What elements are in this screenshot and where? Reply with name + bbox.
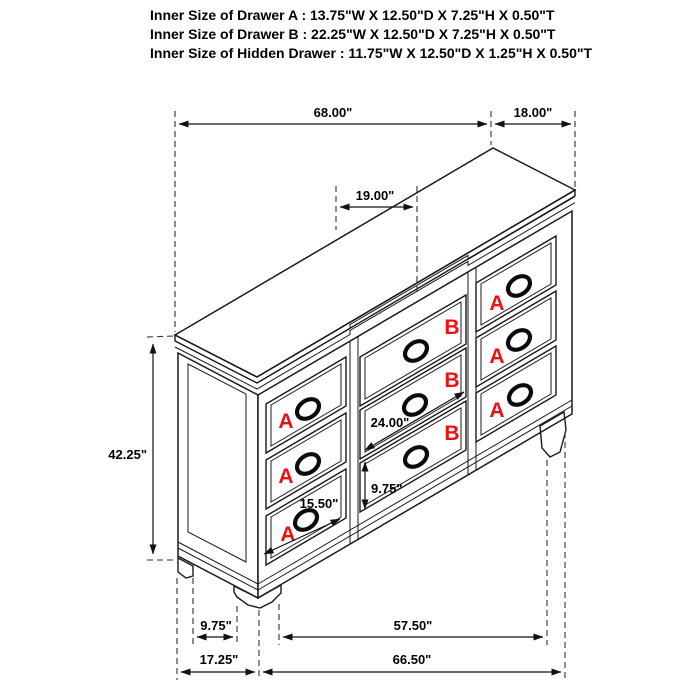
drawer-label-b: B (444, 422, 460, 445)
dim-top-width-label: 68.00" (313, 105, 353, 120)
drawer-label-b: B (444, 316, 460, 339)
dim-right-depth-label: 18.00" (513, 105, 553, 120)
dim-front-feet-span (283, 618, 543, 637)
dim-feet-gap-side-label: 9.75" (200, 618, 232, 633)
dim-base-depth (181, 652, 255, 672)
drawer-label-a: A (278, 410, 294, 433)
drawer-label-a: A (489, 399, 505, 422)
inner-size-title-block (150, 6, 592, 63)
drawer-label-a: A (489, 345, 505, 368)
dresser-body (175, 148, 575, 608)
left-side-panel (178, 353, 258, 598)
dim-drawer-b-height-label: 9.75" (371, 481, 403, 496)
dim-drawer-a-width-label: 15.50" (299, 496, 339, 511)
dim-front-feet-span-label: 57.50" (393, 618, 433, 633)
drawer-label-b: B (444, 369, 460, 392)
title-line-drawer-a: Inner Size of Drawer A : 13.75"W X 12.50"D X 7.25"H X 0.50"T (150, 7, 555, 23)
drawer-label-a: A (489, 292, 505, 315)
dim-height (108, 336, 174, 560)
dim-feet-gap-side (197, 618, 233, 637)
dim-base-depth-label: 17.25" (199, 652, 239, 667)
drawer-label-a: A (280, 523, 296, 546)
title-line-drawer-b: Inner Size of Drawer B : 22.25"W X 12.50"D X 7.25"H X 0.50"T (150, 26, 556, 42)
dim-base-width-label: 66.50" (392, 652, 432, 667)
dim-middle-depth-label: 19.00" (355, 188, 395, 203)
dim-height-label: 42.25" (108, 447, 147, 462)
dim-drawer-b-width-label: 24.00" (370, 415, 410, 430)
title-line-hidden-drawer: Inner Size of Hidden Drawer : 11.75"W X 12.50"D X 1.25"H X 0.50"T (150, 45, 593, 61)
dim-base-width (263, 652, 561, 672)
drawer-label-a: A (278, 465, 294, 488)
